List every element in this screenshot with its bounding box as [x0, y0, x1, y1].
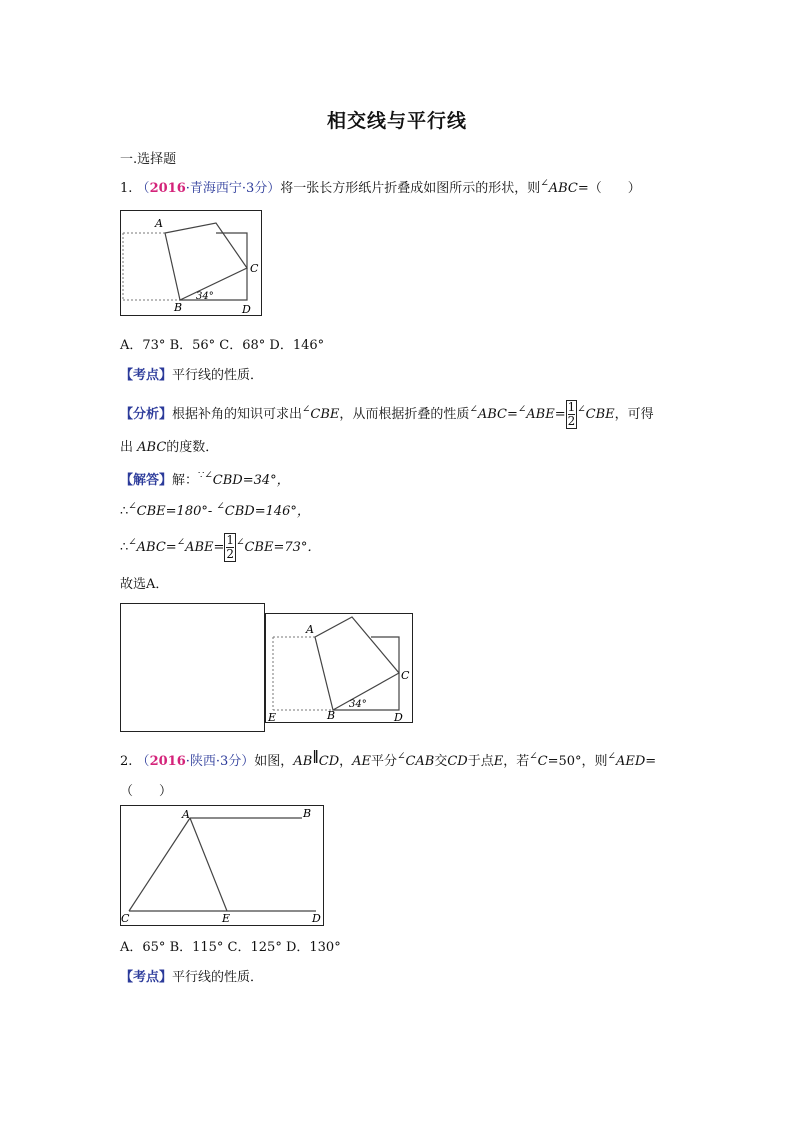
- q1-step-3: ∴∠ABC=∠ABE= $\frac{1}{2}$ ∠CBE=73°．: [120, 533, 321, 561]
- jieda-tag: 【解答】: [120, 473, 173, 488]
- q1-step-2: ∴∠CBE=180°- ∠CBD=146°，: [120, 501, 310, 519]
- question-2-stem: 2. （2016·陕西·3分）如图，AB‖CD，AE平分∠CAB交CD于点E，若∠C=50°，则∠AED=: [120, 749, 657, 769]
- label-a: A: [155, 217, 163, 230]
- q1-fenxi: 【分析】根据补角的知识可求出∠CBE，从而根据折叠的性质∠ABC=∠ABE= $\frac{1}{2}$ ∠CBE，可得: [120, 400, 654, 428]
- question-2-paren: （ ）: [120, 784, 173, 799]
- question-number: 1.: [120, 181, 133, 196]
- folded-flap: [165, 223, 247, 300]
- page-title: 相交线与平行线: [326, 110, 467, 132]
- line-ac: [129, 818, 190, 911]
- label-a: A: [182, 808, 190, 821]
- line-ae: [190, 818, 227, 911]
- source-info: ·青海西宁·3分）: [185, 181, 281, 196]
- q1-fenxi-line2: 出 ABC的度数．: [120, 440, 219, 455]
- angle-34: 34°: [196, 291, 214, 302]
- question-2-figure: [120, 805, 324, 926]
- angle-34: 34°: [349, 699, 367, 710]
- parallel-symbol: ‖: [312, 749, 319, 764]
- label-b: B: [174, 301, 183, 314]
- figure-border: [121, 806, 324, 926]
- label-d: D: [312, 912, 321, 925]
- question-1-stem: 1. （2016·青海西宁·3分）将一张长方形纸片折叠成如图所示的形状，则∠ABC=（ ）: [120, 178, 641, 196]
- label-c: C: [401, 669, 410, 682]
- q1-kaodian: 【考点】平行线的性质．: [120, 368, 264, 383]
- q2-kaodian: 【考点】平行线的性质．: [120, 970, 264, 985]
- source-year: 2016: [149, 754, 186, 769]
- label-d: D: [242, 303, 251, 316]
- question-1-figure: [120, 210, 262, 316]
- folded-flap: [315, 617, 399, 710]
- source-year: 2016: [149, 181, 186, 196]
- q1-jieda: 【解答】解：∵∠CBD=34°，: [120, 470, 290, 488]
- angle-symbol: ∠: [540, 178, 549, 189]
- fraction-half: $\frac{1}{2}$: [567, 400, 576, 428]
- label-b: B: [303, 807, 312, 820]
- section-heading: 一.选择题: [120, 152, 177, 167]
- question-1-solution-figure: [265, 613, 413, 723]
- label-c: C: [250, 262, 259, 275]
- label-c: C: [121, 912, 130, 925]
- question-number: 2.: [120, 754, 133, 769]
- rect-remaining-edge: [180, 233, 247, 300]
- label-a: A: [306, 623, 314, 636]
- source-info: ·陕西·3分）: [185, 754, 255, 769]
- label-d: D: [394, 711, 403, 723]
- question-2-options: A．65° B．115° C．125° D．130°: [120, 940, 341, 955]
- label-b: B: [327, 709, 336, 722]
- q1-answer: 故选A．: [120, 577, 169, 592]
- label-e: E: [222, 912, 231, 925]
- label-e: E: [268, 711, 277, 723]
- fraction-half: $\frac{1}{2}$: [226, 533, 235, 561]
- fenxi-tag: 【分析】: [120, 407, 173, 422]
- kaodian-tag: 【考点】: [120, 970, 173, 985]
- question-1-options: A．73° B．56° C．68° D．146°: [120, 338, 325, 353]
- kaodian-tag: 【考点】: [120, 368, 173, 383]
- blank-figure-box: [120, 603, 265, 732]
